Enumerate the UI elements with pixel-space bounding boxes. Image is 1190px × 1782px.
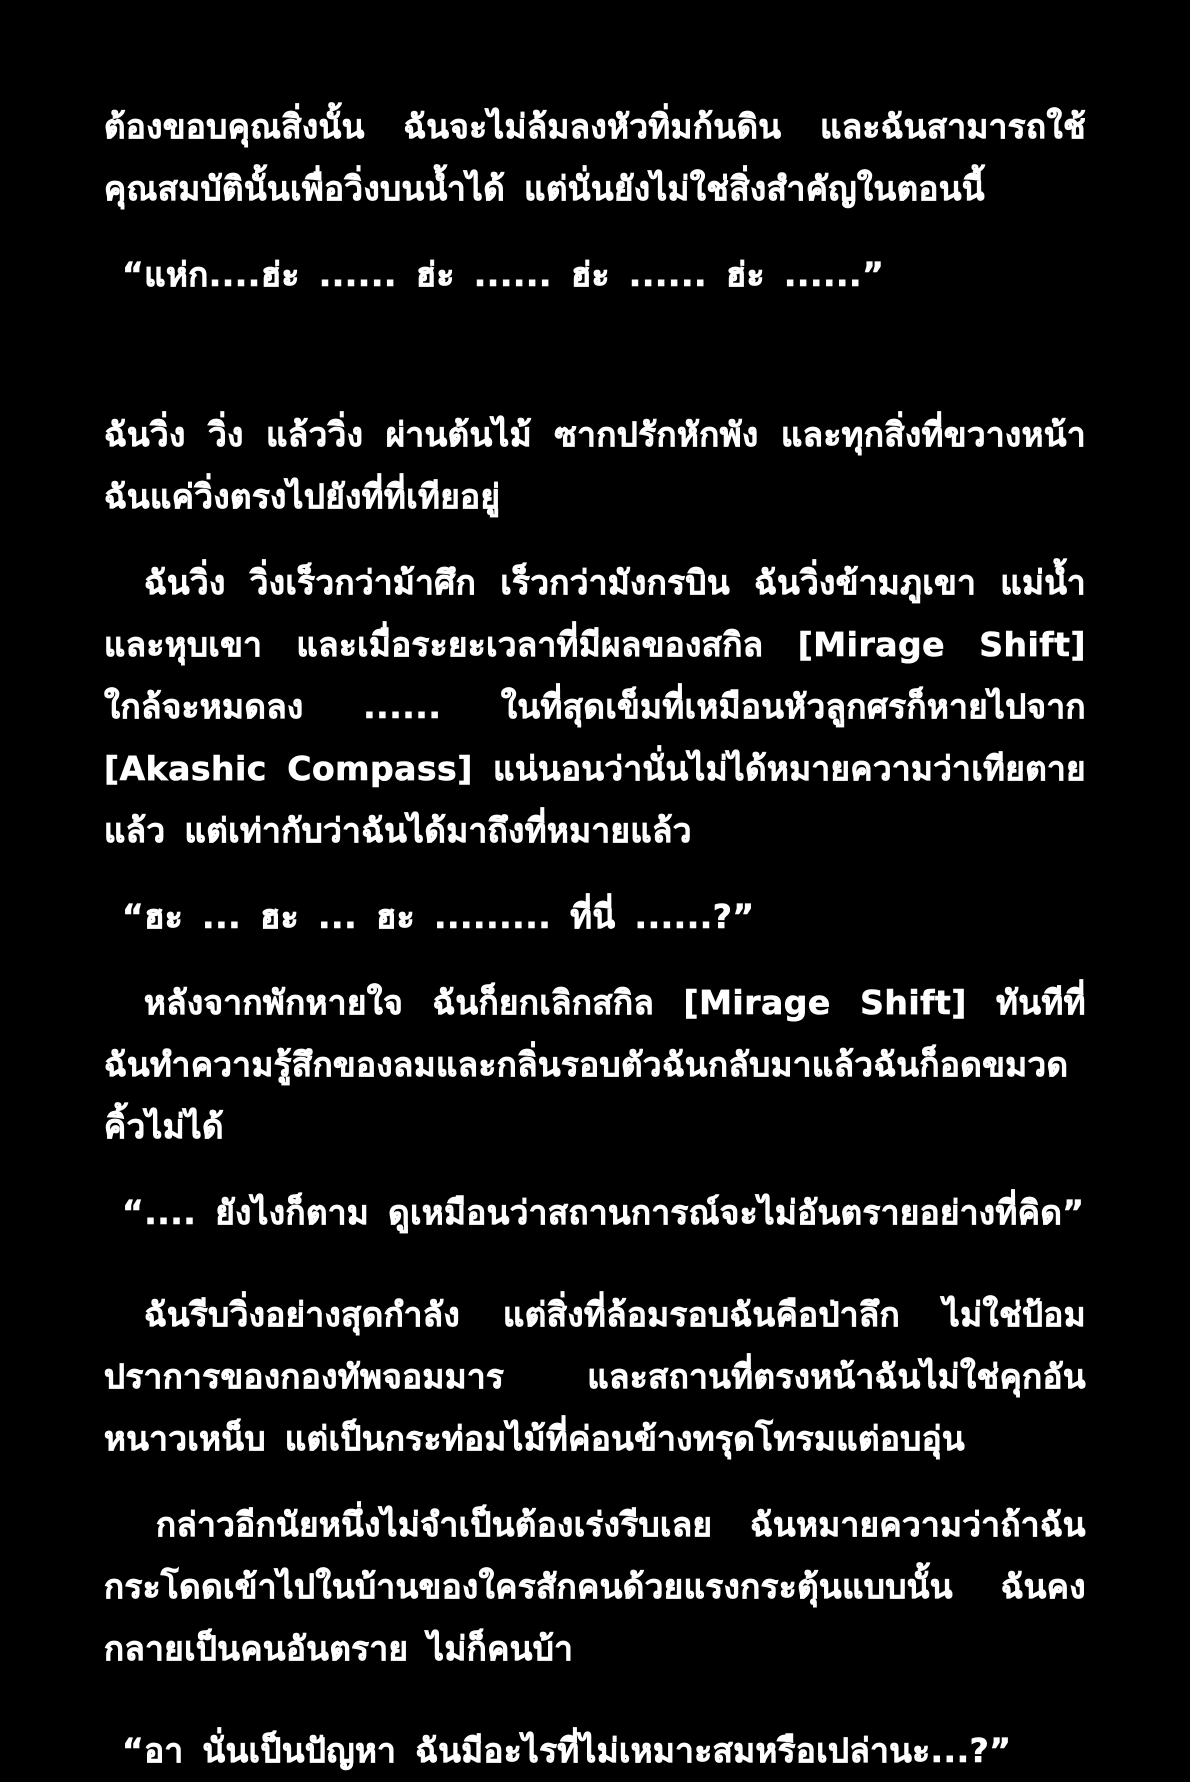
narration-paragraph-deep-forest: ฉันรีบวิ่งอย่างสุดกำลัง แต่สิ่งที่ล้อมรอบฉันคือป่าลึก ไม่ใช่ป้อมปราการของกองทัพจอมมาร และสถานที่ตรงหน้าฉันไม่ใช่คุกอันหนาวเหน็บ แต่เป็นกระท่อมไม้ที่ค่อนข้างทรุดโทรมแต่อบอุ่น <box>104 1295 1086 1458</box>
dialogue-line-situation-not-dangerous: “.... ยังไงก็ตาม ดูเหมือนว่าสถานการณ์จะไม่อันตรายอย่างที่คิด” <box>122 1193 1085 1232</box>
dialogue-line-panting-1: “แห่ก....ฮ่ะ ...... ฮ่ะ ...... ฮ่ะ ...... ฮ่ะ ......” <box>122 255 885 294</box>
narration-paragraph-no-need-to-rush: กล่าวอีกนัยหนึ่งไม่จำเป็นต้องเร่งรีบเลย ฉันหมายความว่าถ้าฉันกระโดดเข้าไปในบ้านของใครสักคนด้วยแรงกระตุ้นแบบนั้น ฉันคงกลายเป็นคนอันตราย ไม่ก็คนบ้า <box>104 1505 1086 1668</box>
dialogue-line-thats-a-problem: “อา นั่นเป็นปัญหา ฉันมีอะไรที่ไม่เหมาะสมหรือเปล่านะ...?” <box>122 1731 1012 1770</box>
dialogue-line-panting-2: “ฮะ ... ฮะ ... ฮะ ......... ที่นี่ ......?” <box>122 897 755 936</box>
narration-paragraph-thanks-to-that: ต้องขอบคุณสิ่งนั้น ฉันจะไม่ล้มลงหัวทิ่มก้นดิน และฉันสามารถใช้คุณสมบัตินั้นเพื่อวิ่งบนน้ำได้ แต่นั่นยังไม่ใช่สิ่งสำคัญในตอนนี้ <box>104 107 1086 208</box>
narration-paragraph-faster-than-warhorse: ฉันวิ่ง วิ่งเร็วกว่าม้าศึก เร็วกว่ามังกรบิน ฉันวิ่งข้ามภูเขา แม่น้ำ และหุบเขา และเมื่อระยะเวลาที่มีผลของสกิล [Mirage Shift] ใกล้จะหมดลง ...... ในที่สุดเข็มที่เหมือนหัวลูกศรก็หายไปจาก [Akashic Compass] แน่นอนว่านั่นไม่ได้หมายความว่าเทียตายแล้ว แต่เท่ากับว่าฉันได้มาถึงที่หมายแล้ว <box>104 563 1086 850</box>
narration-paragraph-i-ran: ฉันวิ่ง วิ่ง แล้ววิ่ง ผ่านต้นไม้ ซากปรักหักพัง และทุกสิ่งที่ขวางหน้า ฉันแค่วิ่งตรงไปยังที่ที่เทียอยู่ <box>104 415 1086 516</box>
narration-paragraph-cancel-skill: หลังจากพักหายใจ ฉันก็ยกเลิกสกิล [Mirage Shift] ทันทีที่ฉันทำความรู้สึกของลมและกลิ่นรอบตัวฉันกลับมาแล้วฉันก็อดขมวดคิ้วไม่ได้ <box>104 983 1086 1146</box>
